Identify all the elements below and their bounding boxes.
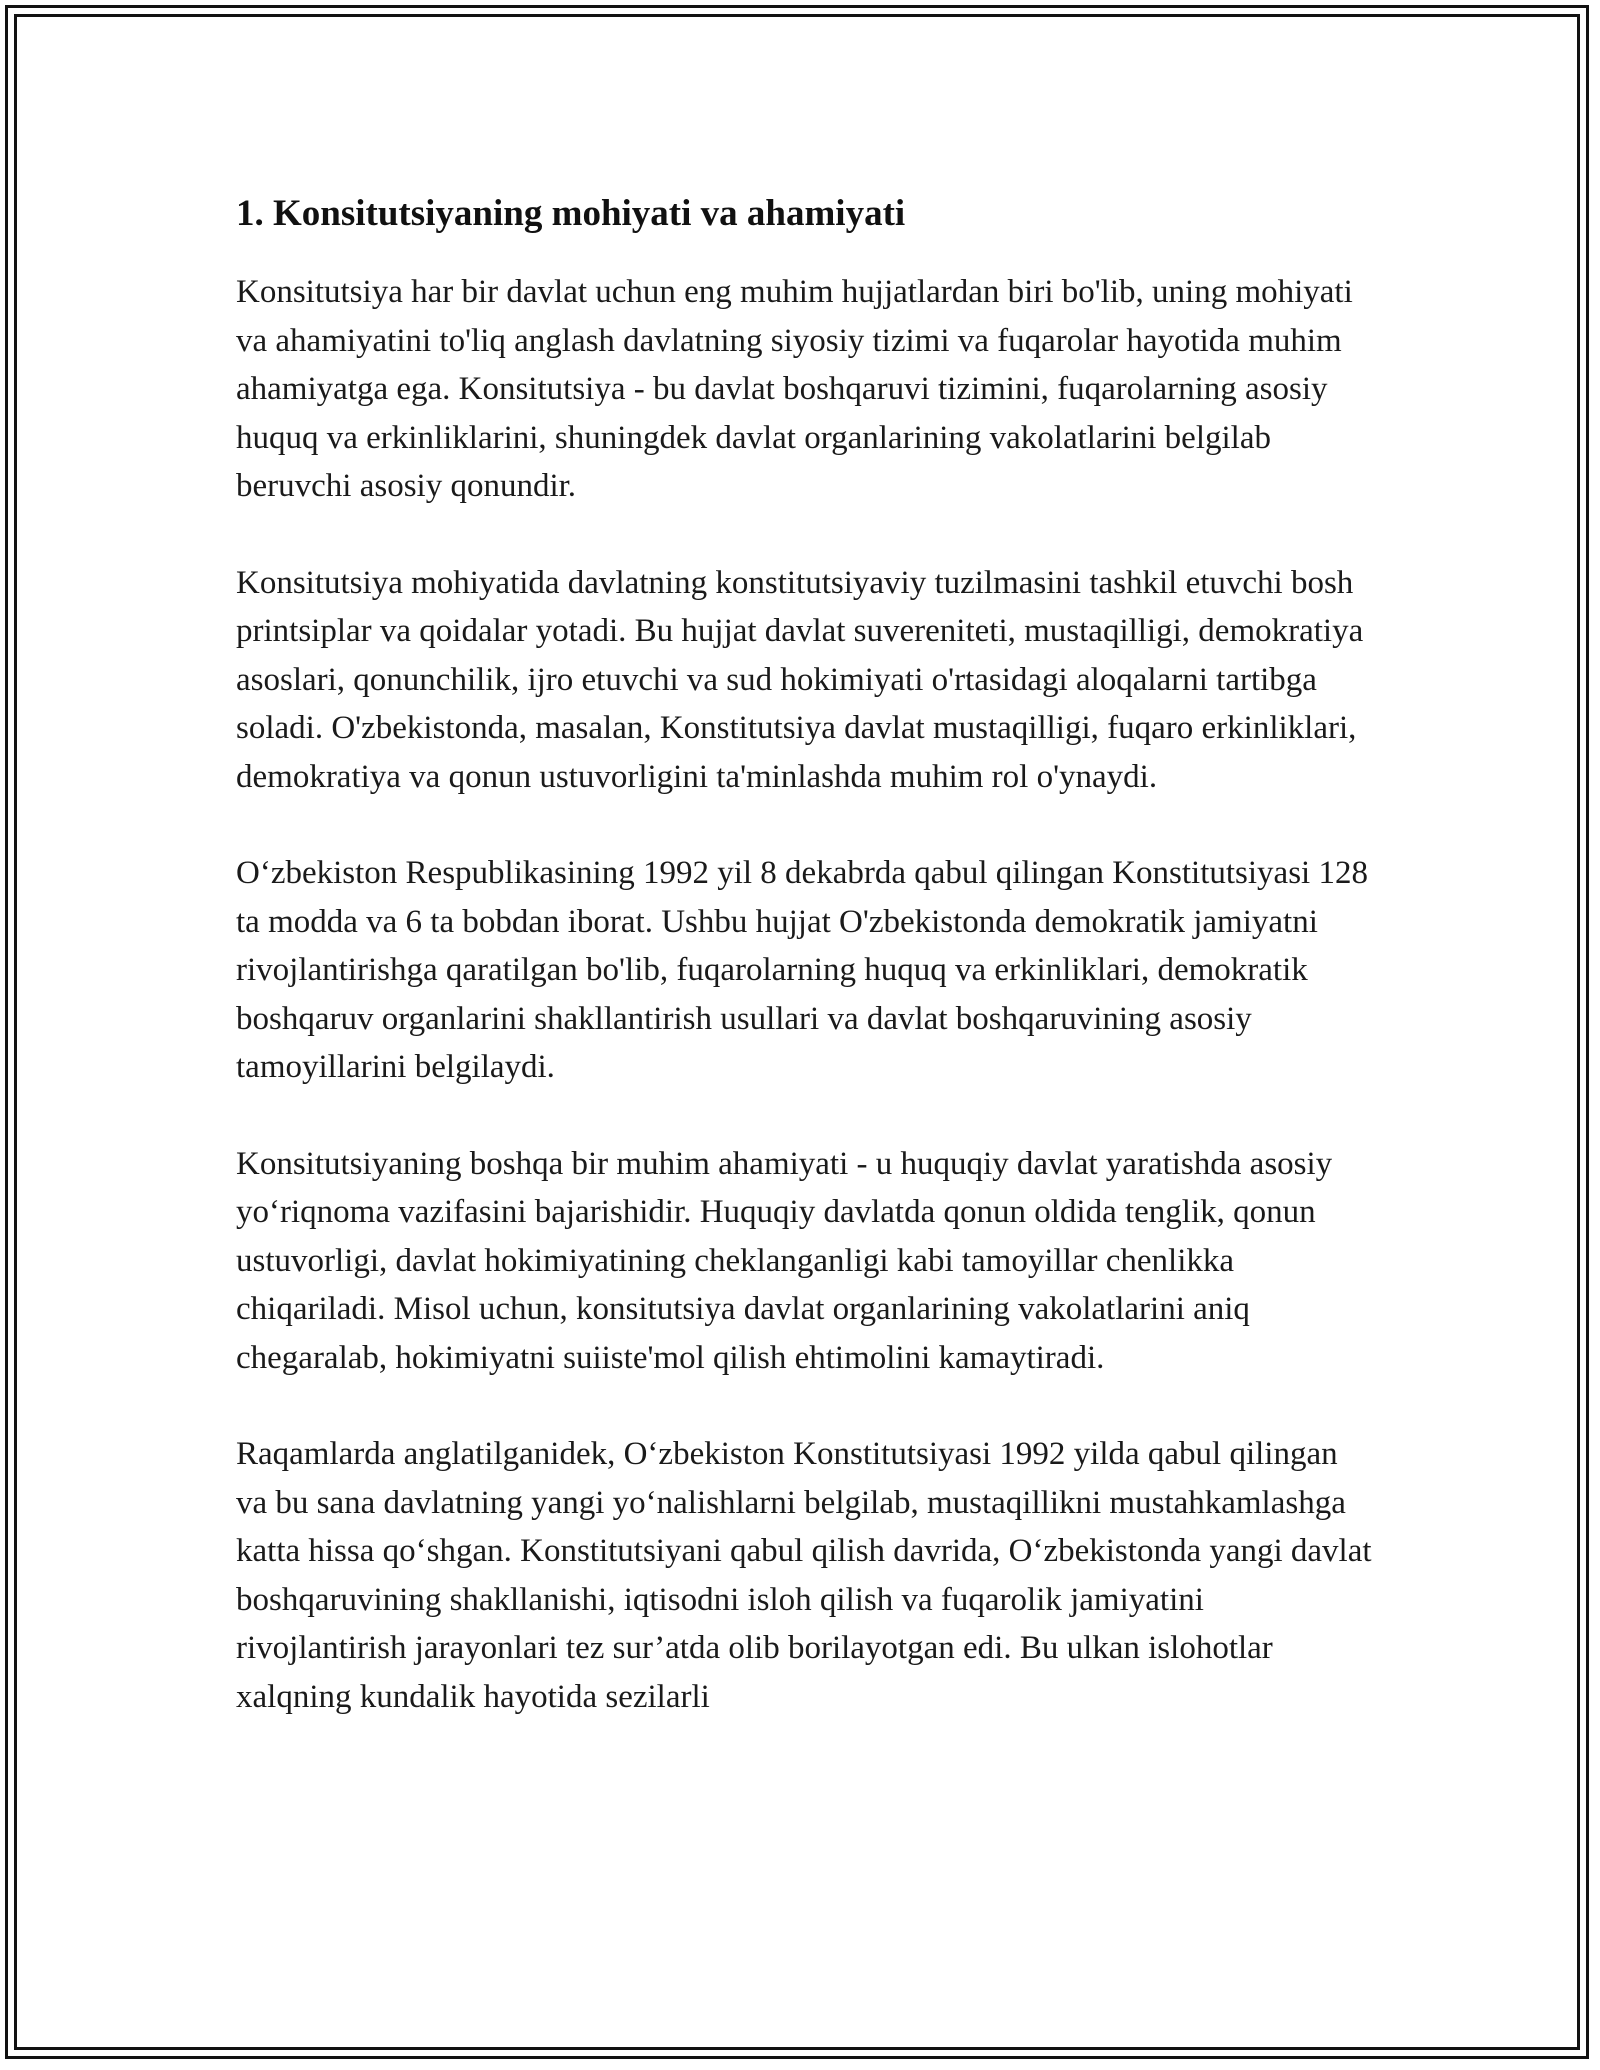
paragraph-4: Konsitutsiyaning boshqa bir muhim ahamiyati - u huquqiy davlat yaratishda asosiy yo‘riqnoma vazifasini bajarishidir. Huquqiy davlatda qonun oldida tenglik, qonun ustuvorligi, davlat hokimiyatining cheklanganligi kabi tamoyillar chenlikka chiqariladi. Misol uchun, konsitutsiya davlat organlarining vakolatlarini aniq chegaralab, hokimiyatni suiiste'mol qilish ehtimolini kamaytiradi.	[236, 1145, 1333, 1376]
paragraph-1: Konsitutsiya har bir davlat uchun eng muhim hujjatlardan biri bo'lib, uning mohiyati va ahamiyatini to'liq anglash davlatning siyosiy tizimi va fuqarolar hayotida muhim ahamiyatga ega. Konsitutsiya - bu davlat boshqaruvi tizimini, fuqarolarning asosiy huquq va erkinliklarini, shuningdek davlat organlarining vakolatlarini belgilab beruvchi asosiy qonundir.	[236, 274, 1353, 504]
document-body	[236, 186, 1376, 1769]
paragraph-5: Raqamlarda anglatilganidek, O‘zbekiston Konstitutsiyasi 1992 yilda qabul qilingan va bu sana davlatning yangi yo‘nalishlarni belgilab, mustaqillikni mustahkamlashga katta hissa qo‘shgan. Konstitutsiyani qabul qilish davrida, O‘zbekistonda yangi davlat boshqaruvining shakllanishi, iqtisodni isloh qilish va fuqarolik jamiyatini rivojlantirish jarayonlari tez sur’atda olib borilayotgan edi. Bu ulkan islohotlar xalqning kundalik hayotida sezilarli	[236, 1436, 1372, 1715]
paragraph-3: O‘zbekiston Respublikasining 1992 yil 8 dekabrda qabul qilingan Konstitutsiyasi 128 ta modda va 6 ta bobdan iborat. Ushbu hujjat O'zbekistonda demokratik jamiyatni rivojlantirishga qaratilgan bo'lib, fuqarolarning huquq va erkinliklari, demokratik boshqaruv organlarini shakllantirish usullari va davlat boshqaruvining asosiy tamoyillarini belgilaydi.	[236, 855, 1368, 1085]
section-heading: 1. Konsitutsiyaning mohiyati va ahamiyati	[236, 193, 906, 234]
paragraph-2: Konsitutsiya mohiyatida davlatning konstitutsiyaviy tuzilmasini tashkil etuvchi bosh printsiplar va qoidalar yotadi. Bu hujjat davlat suvereniteti, mustaqilligi, demokratiya asoslari, qonunchilik, ijro etuvchi va sud hokimiyati o'rtasidagi aloqalarni tartibga soladi. O'zbekistonda, masalan, Konstitutsiya davlat mustaqilligi, fuqaro erkinliklari, demokratiya va qonun ustuvorligini ta'minlashda muhim rol o'ynaydi.	[236, 564, 1364, 795]
